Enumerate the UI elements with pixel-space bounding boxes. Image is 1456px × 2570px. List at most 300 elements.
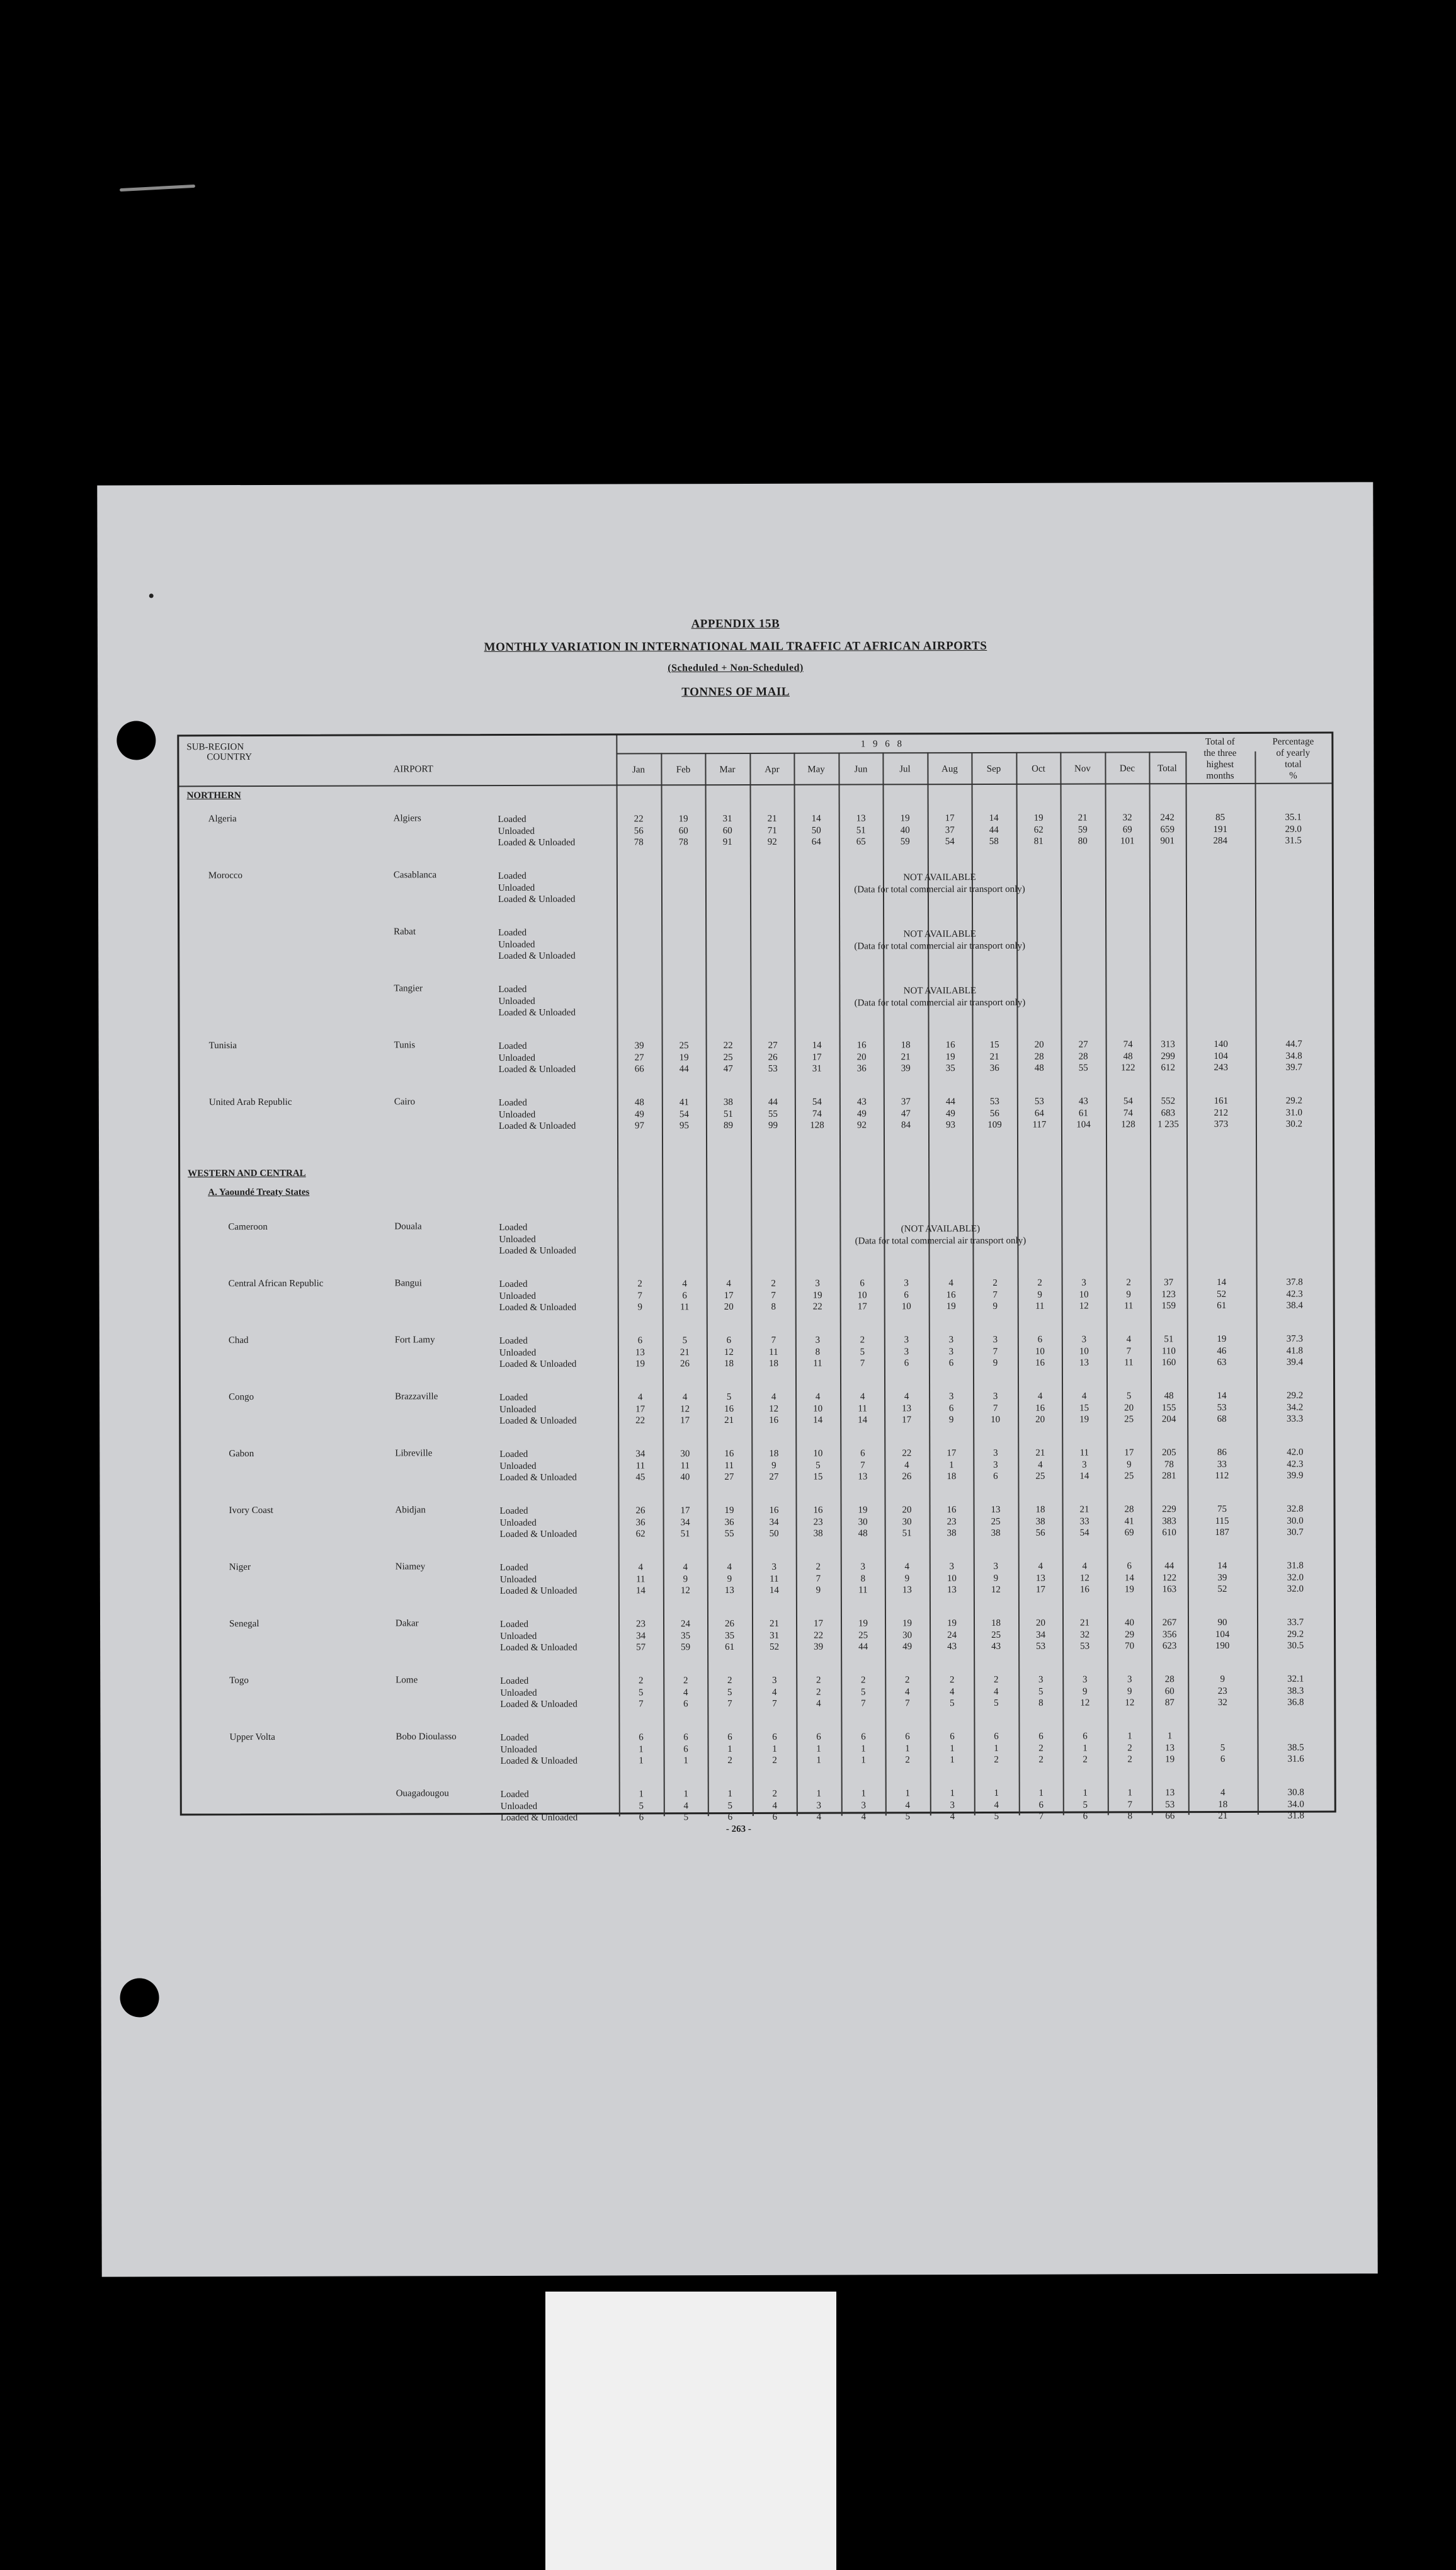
cell-dec: 19 [1124,1584,1134,1595]
cell-may: 22 [812,1301,822,1312]
country-name: Chad [228,1335,249,1346]
cell-nov: 80 [1078,836,1088,847]
cell-may: 1 [816,1788,821,1799]
cell-feb: 19 [679,1052,689,1063]
not-available-label: NOT AVAILABLE [903,872,976,883]
cell-three-highest: 86 [1217,1447,1227,1458]
cell-total: 901 [1160,836,1175,847]
cell-apr: 2 [772,1755,777,1766]
row-label: Loaded & Unloaded [498,837,576,848]
cell-three-highest: 140 [1214,1039,1228,1050]
cell-total: 60 [1164,1686,1174,1696]
airport-name: Lome [395,1675,418,1686]
cell-feb: 6 [683,1699,688,1710]
cell-apr: 4 [771,1391,776,1402]
row-label: Loaded [499,1392,528,1403]
cell-total: 159 [1161,1301,1176,1311]
cell-feb: 54 [679,1109,689,1119]
cell-jul: 22 [902,1448,912,1459]
cell-dec: 1 [1127,1731,1132,1742]
cell-apr: 18 [768,1358,778,1369]
cell-jul: 18 [901,1040,911,1051]
cell-nov: 104 [1076,1119,1091,1130]
cell-mar: 35 [725,1630,735,1641]
cell-oct: 28 [1034,1051,1044,1062]
cell-aug: 16 [947,1505,957,1516]
cell-jul: 59 [900,837,910,847]
month-header-feb: Feb [676,765,691,775]
cell-percentage: 39.9 [1287,1470,1304,1481]
cell-aug: 3 [948,1335,954,1345]
cell-feb: 4 [682,1392,688,1403]
cell-dec: 20 [1124,1402,1134,1413]
cell-total: 44 [1164,1561,1174,1572]
cell-may: 2 [816,1687,821,1698]
cell-dec: 32 [1122,813,1132,823]
cell-total: 623 [1162,1641,1177,1652]
cell-jun: 25 [858,1630,868,1640]
cell-three-highest: 21 [1218,1810,1228,1822]
cell-dec: 2 [1127,1754,1132,1765]
cell-may: 17 [812,1052,822,1063]
cell-oct: 2 [1038,1743,1044,1754]
row-label: Unloaded [499,1347,537,1358]
cell-may: 54 [812,1097,822,1107]
cell-may: 17 [813,1618,824,1629]
cell-nov: 28 [1078,1051,1088,1062]
page-number: - 263 - [725,1824,751,1835]
cell-nov: 59 [1078,825,1088,835]
cell-mar: 5 [727,1687,732,1698]
row-label: Loaded & Unloaded [499,1359,577,1369]
airport-name: Tunis [394,1040,416,1051]
cell-aug: 5 [950,1698,955,1709]
country-name: Tunisia [208,1041,237,1051]
airport-name: Libreville [395,1448,433,1459]
cell-feb: 21 [680,1347,690,1357]
cell-mar: 20 [724,1302,734,1313]
cell-three-highest: 14 [1217,1560,1227,1572]
cell-apr: 7 [771,1290,776,1301]
row-label: Loaded [500,1789,529,1800]
cell-mar: 17 [724,1290,734,1301]
cell-jul: 26 [902,1471,912,1482]
cell-jan: 22 [634,814,644,825]
cell-jun: 2 [860,1335,865,1345]
cell-jan: 17 [635,1403,646,1414]
month-header-jul: Jul [899,764,911,775]
cell-apr: 6 [772,1812,778,1822]
country-name: Congo [229,1392,254,1403]
cell-oct: 1 [1038,1788,1044,1798]
cell-jul: 10 [901,1301,911,1312]
cell-apr: 55 [768,1109,778,1119]
row-label: Unloaded [499,1517,537,1528]
cell-dec: 41 [1124,1516,1134,1526]
row-label: Loaded [500,1732,529,1743]
cell-nov: 4 [1081,1391,1087,1402]
cell-percentage: 32.8 [1287,1504,1304,1514]
cell-percentage: 31.6 [1287,1754,1304,1764]
cell-dec: 9 [1127,1459,1132,1470]
cell-jul: 39 [901,1063,911,1074]
cell-dec: 69 [1124,1528,1134,1538]
cell-oct: 21 [1035,1448,1045,1458]
cell-aug: 2 [949,1675,955,1686]
cell-aug: 17 [947,1448,957,1459]
cell-feb: 11 [680,1302,690,1313]
cell-feb: 1 [683,1789,688,1800]
cell-oct: 53 [1036,1641,1046,1652]
row-label: Unloaded [498,1053,536,1063]
cell-oct: 81 [1033,836,1044,847]
cell-jan: 49 [634,1109,644,1119]
cell-may: 4 [815,1391,821,1402]
cell-dec: 7 [1127,1799,1133,1810]
cell-mar: 1 [727,1744,732,1754]
section-yaounde-states: A. Yaoundé Treaty States [208,1187,310,1198]
cell-three-highest: 52 [1217,1584,1227,1595]
cell-percentage: 37.8 [1286,1277,1303,1288]
cell-total: 37 [1164,1277,1174,1288]
cell-aug: 4 [948,1278,953,1289]
cell-jun: 36 [856,1063,867,1074]
cell-sep: 9 [992,1301,998,1311]
row-label: Loaded [498,984,527,995]
airport-name: Bangui [394,1278,422,1289]
row-label: Unloaded [498,882,535,893]
cell-nov: 12 [1079,1301,1089,1311]
cell-oct: 3 [1038,1674,1044,1685]
cell-jul: 30 [902,1516,912,1527]
cell-aug: 19 [947,1618,957,1629]
cell-feb: 9 [683,1573,688,1584]
cell-jan: 56 [634,825,644,836]
cell-may: 9 [816,1585,821,1596]
cell-may: 8 [815,1347,821,1357]
cell-total: 13 [1165,1788,1175,1798]
cell-apr: 92 [767,837,777,847]
month-header-mar: Mar [719,765,736,775]
cell-feb: 44 [679,1064,689,1075]
cell-sep: 21 [989,1051,999,1062]
cell-oct: 4 [1037,1391,1043,1402]
cell-dec: 11 [1123,1301,1134,1311]
cell-three-highest: 85 [1215,812,1226,823]
cell-may: 14 [813,1415,823,1425]
cell-sep: 3 [993,1448,998,1458]
cell-sep: 18 [991,1618,1001,1628]
year-divider [616,751,1185,754]
airport-name: Abidjan [395,1505,426,1516]
cell-three-highest: 39 [1217,1572,1227,1583]
cell-aug: 24 [947,1630,957,1640]
cell-feb: 60 [678,825,688,836]
cell-feb: 11 [680,1460,690,1471]
cell-may: 4 [816,1698,821,1709]
cell-sep: 2 [992,1277,998,1288]
cell-jul: 13 [902,1403,912,1414]
cell-percentage: 34.0 [1287,1799,1304,1810]
cell-sep: 4 [994,1686,999,1697]
cell-total: 612 [1161,1063,1175,1073]
cell-apr: 2 [771,1278,776,1289]
cell-jun: 13 [858,1471,868,1482]
cell-aug: 17 [945,813,955,824]
cell-percentage: 29.2 [1285,1095,1302,1106]
cell-three-highest: 243 [1214,1062,1228,1073]
country-name: Senegal [229,1618,259,1630]
cell-jul: 17 [902,1415,912,1425]
row-label: Loaded & Unloaded [500,1642,577,1653]
cell-three-highest: 63 [1217,1357,1227,1368]
cell-total: 28 [1164,1674,1174,1685]
three-highest-header: the three [1203,748,1237,759]
cell-jan: 2 [638,1676,644,1686]
cell-percentage: 38.3 [1287,1686,1304,1696]
cell-aug: 93 [945,1120,955,1131]
cell-mar: 2 [727,1676,732,1686]
cell-apr: 4 [772,1800,778,1811]
percentage-header: Percentage [1272,736,1314,747]
cell-aug: 13 [947,1585,957,1596]
cell-feb: 1 [683,1756,688,1766]
cell-jun: 6 [861,1732,866,1742]
cell-oct: 2 [1037,1277,1042,1288]
cell-jun: 3 [861,1800,867,1810]
cell-jul: 6 [904,1358,909,1369]
cell-total: 229 [1162,1504,1176,1515]
cell-jun: 19 [858,1618,868,1629]
cell-may: 15 [813,1471,823,1482]
month-header-dec: Dec [1119,763,1135,774]
cell-sep: 9 [992,1357,998,1368]
cell-jan: 27 [634,1052,644,1063]
cell-three-highest: 284 [1213,835,1228,847]
country-name: Gabon [229,1449,254,1459]
cell-apr: 21 [769,1618,780,1629]
cell-nov: 55 [1078,1063,1088,1073]
cell-aug: 35 [945,1063,955,1074]
cell-aug: 3 [948,1391,954,1402]
cell-sep: 3 [993,1459,998,1470]
cell-sep: 36 [989,1063,999,1073]
cell-sep: 56 [989,1108,999,1119]
cell-jul: 6 [905,1732,910,1742]
cell-dec: 17 [1124,1448,1134,1458]
cell-apr: 99 [768,1120,778,1131]
row-label: Loaded [499,1619,529,1630]
cell-may: 3 [815,1335,821,1345]
cell-dec: 54 [1123,1096,1133,1107]
cell-three-highest: 68 [1217,1414,1227,1425]
section-western-central: WESTERN AND CENTRAL [188,1168,306,1179]
cell-jan: 13 [635,1347,645,1357]
cell-sep: 2 [994,1754,999,1765]
cell-jun: 30 [858,1516,868,1527]
cell-total: 19 [1165,1754,1175,1765]
cell-may: 2 [816,1675,821,1686]
cell-three-highest: 373 [1214,1119,1229,1130]
airport-name: Douala [394,1221,422,1232]
cell-jun: 7 [860,1358,865,1369]
cell-apr: 71 [767,825,777,836]
cell-nov: 12 [1079,1573,1089,1584]
cell-percentage: 29.2 [1287,1629,1304,1640]
cell-sep: 3 [992,1334,998,1345]
cell-three-highest: 53 [1217,1402,1227,1413]
cell-jan: 23 [635,1619,646,1630]
cell-aug: 10 [947,1573,957,1584]
cell-feb: 5 [683,1812,689,1823]
cell-jan: 26 [635,1505,646,1516]
cell-apr: 9 [771,1460,776,1471]
airport-name: Cairo [394,1097,416,1107]
cell-aug: 18 [947,1471,957,1482]
cell-jul: 9 [904,1573,910,1584]
cell-oct: 56 [1035,1528,1045,1538]
cell-jan: 45 [635,1472,646,1483]
cell-jun: 3 [860,1562,866,1572]
row-label: Loaded [498,1097,527,1108]
month-header-aug: Aug [941,764,958,775]
airport-header: AIRPORT [393,764,433,775]
cell-aug: 16 [945,1040,955,1051]
cell-aug: 9 [948,1415,954,1425]
cell-mar: 61 [725,1642,735,1653]
cell-feb: 24 [680,1619,691,1630]
country-name: Morocco [208,871,243,881]
cell-jan: 7 [637,1290,642,1301]
cell-dec: 48 [1123,1051,1133,1061]
cell-total: 163 [1162,1584,1177,1595]
cell-percentage: 30.8 [1287,1787,1304,1798]
cell-dec: 6 [1127,1561,1132,1572]
cell-feb: 19 [678,814,688,825]
cell-may: 11 [813,1358,822,1369]
cell-jul: 19 [902,1618,913,1629]
cell-may: 10 [813,1403,823,1414]
cell-aug: 4 [950,1812,955,1822]
cell-jan: 34 [635,1449,646,1459]
cell-nov: 1 [1083,1743,1088,1754]
cell-jan: 36 [635,1517,646,1528]
cell-jan: 1 [639,1756,644,1766]
cell-oct: 13 [1035,1573,1045,1584]
cell-percentage: 33.7 [1287,1617,1304,1628]
cell-mar: 11 [724,1460,734,1471]
cell-mar: 89 [723,1121,733,1131]
page-title: MONTHLY VARIATION IN INTERNATIONAL MAIL TRAFFIC AT AFRICAN AIRPORTS [484,639,987,654]
cell-jul: 4 [904,1562,910,1572]
cell-jan: 57 [636,1642,646,1653]
row-label: Loaded [499,1449,528,1459]
cell-feb: 34 [680,1517,690,1528]
cell-three-highest: 190 [1215,1640,1230,1652]
cell-jun: 7 [861,1698,866,1709]
total-header: Total [1157,763,1177,774]
cell-may: 3 [815,1278,820,1289]
cell-aug: 1 [950,1743,955,1754]
cell-nov: 14 [1079,1471,1089,1482]
cell-mar: 6 [727,1812,733,1823]
cell-aug: 3 [950,1800,955,1810]
cell-jan: 14 [635,1585,646,1596]
cell-three-highest: 14 [1217,1277,1227,1288]
cell-mar: 26 [724,1619,735,1630]
cell-mar: 4 [727,1562,732,1573]
cell-jun: 48 [858,1528,868,1539]
cell-may: 23 [813,1517,823,1528]
cell-jun: 20 [856,1051,867,1063]
cell-total: 123 [1161,1289,1176,1299]
cell-oct: 8 [1038,1698,1044,1708]
cell-dec: 7 [1126,1345,1132,1356]
cell-jun: 4 [860,1391,865,1402]
cell-oct: 19 [1033,813,1044,823]
cell-percentage: 30.5 [1287,1640,1304,1651]
cell-total: 13 [1165,1742,1175,1753]
cell-three-highest: 187 [1215,1527,1229,1538]
cell-feb: 12 [680,1585,690,1596]
cell-jun: 4 [861,1812,867,1822]
not-available-note: (Data for total commercial air transport only) [854,884,1025,895]
cell-three-highest: 4 [1220,1787,1226,1798]
cell-oct: 25 [1035,1471,1045,1482]
cell-jun: 16 [856,1040,867,1051]
cell-jun: 92 [856,1120,867,1131]
row-label: Loaded & Unloaded [499,1302,577,1313]
not-available-note: (Data for total commercial air transport only) [854,940,1026,952]
cell-sep: 4 [994,1800,999,1810]
cell-three-highest: 46 [1217,1345,1227,1356]
cell-jul: 2 [905,1755,910,1766]
cell-jul: 3 [904,1278,909,1289]
cell-nov: 19 [1079,1414,1089,1425]
country-name: Ivory Coast [229,1505,273,1516]
cell-percentage: 42.3 [1286,1289,1303,1299]
cell-apr: 11 [770,1573,779,1584]
cell-nov: 6 [1083,1811,1088,1822]
cell-nov: 54 [1079,1528,1089,1538]
cell-jul: 20 [902,1505,912,1516]
cell-jan: 7 [639,1699,644,1710]
unit-label: TONNES OF MAIL [681,685,790,699]
cell-nov: 16 [1079,1584,1089,1595]
row-label: Unloaded [499,1461,537,1471]
not-available-label: NOT AVAILABLE [903,986,977,997]
cell-dec: 128 [1121,1119,1135,1130]
cell-oct: 18 [1035,1504,1045,1515]
cell-may: 19 [812,1290,822,1301]
cell-feb: 35 [681,1630,691,1641]
cell-oct: 17 [1035,1584,1045,1595]
cell-jul: 3 [904,1335,909,1345]
cell-dec: 40 [1124,1618,1135,1628]
document-page [97,482,1377,2276]
cell-feb: 4 [683,1562,688,1573]
row-label: Loaded & Unloaded [500,1812,578,1823]
cell-mar: 91 [722,837,732,848]
row-label: Unloaded [500,1631,537,1642]
cell-oct: 11 [1035,1301,1045,1311]
cell-may: 31 [812,1063,822,1074]
cell-dec: 11 [1124,1357,1134,1368]
cell-jan: 2 [637,1279,642,1289]
cell-mar: 38 [723,1097,733,1108]
cell-total: 78 [1164,1459,1174,1470]
cell-jul: 40 [900,825,910,835]
